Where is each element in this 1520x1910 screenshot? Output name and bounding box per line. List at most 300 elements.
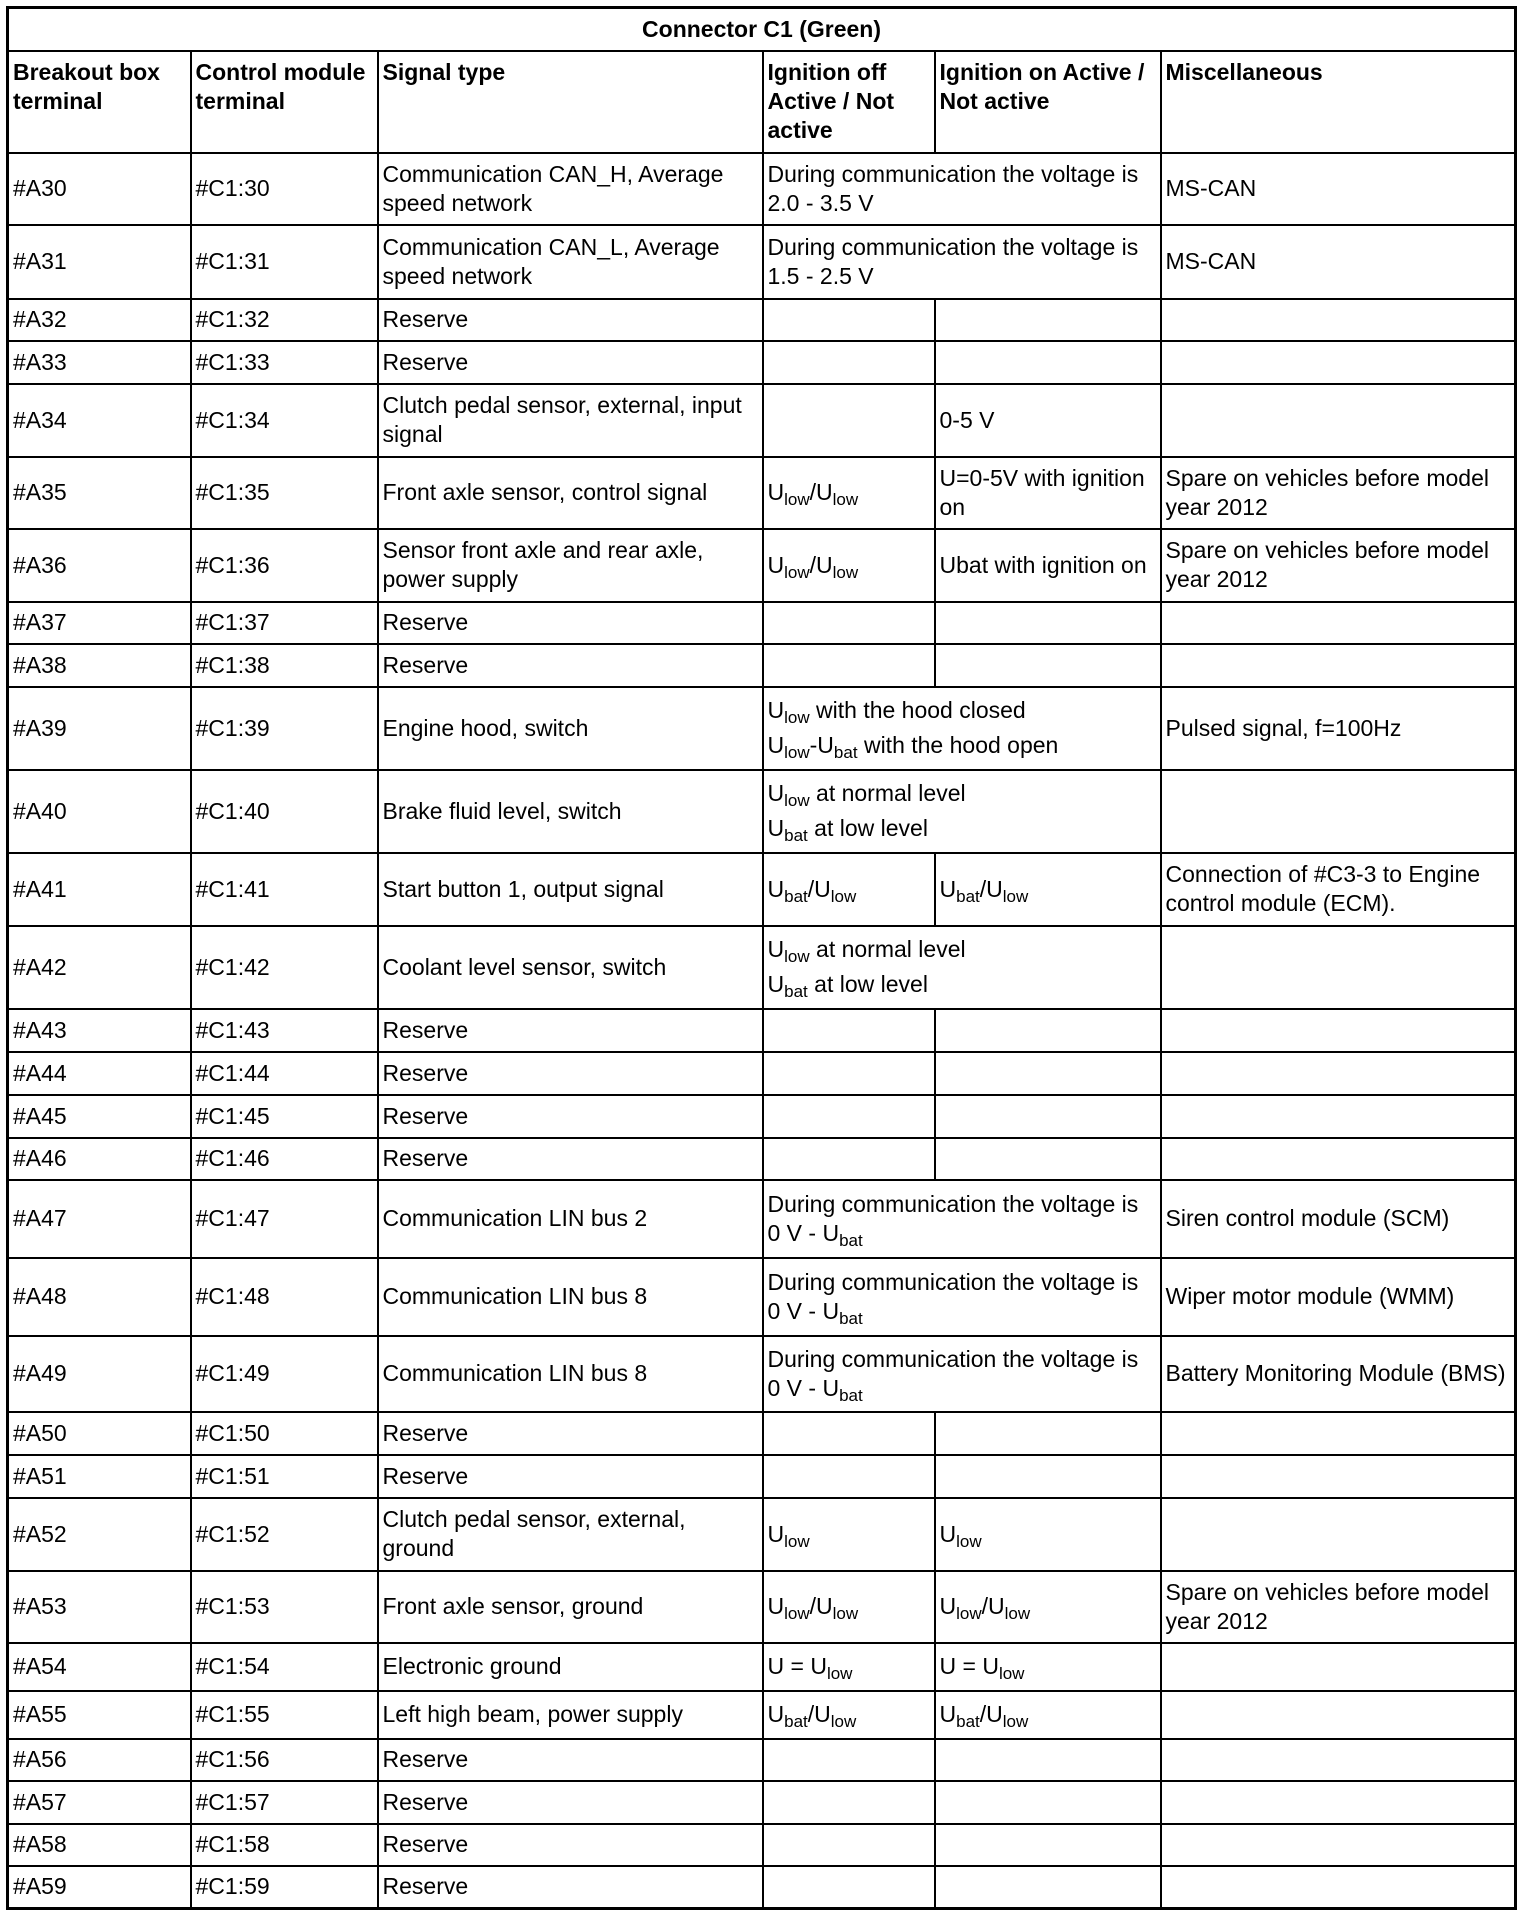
signal-type: Communication LIN bus 2	[378, 1180, 763, 1258]
text-segment: During communication the voltage is 0 V - U	[767, 1345, 1139, 1401]
ignition-off-on-value	[763, 153, 1161, 225]
signal-type: Reserve	[378, 1009, 763, 1052]
header-miscellaneous: Miscellaneous	[1161, 51, 1516, 153]
breakout-box-terminal: #A59	[8, 1866, 191, 1909]
miscellaneous: Spare on vehicles before model year 2012	[1161, 529, 1516, 602]
cell-line	[939, 1593, 1031, 1623]
miscellaneous	[1161, 384, 1516, 457]
breakout-box-terminal: #A37	[8, 602, 191, 644]
text-segment: -U	[809, 732, 834, 758]
table-row	[8, 1691, 1516, 1739]
control-module-terminal: #C1:36	[191, 529, 378, 602]
ignition-off-value	[763, 1866, 935, 1909]
subscript: low	[832, 562, 859, 582]
table-row	[8, 529, 1516, 602]
ignition-off-on-value	[763, 687, 1161, 770]
ignition-off-on-value	[763, 225, 1161, 299]
text-segment: During communication the voltage is 0 V - U	[767, 1190, 1139, 1246]
breakout-box-terminal: #A45	[8, 1095, 191, 1138]
ignition-on-value	[935, 1691, 1161, 1739]
ignition-on-value	[935, 853, 1161, 926]
subscript: low	[784, 947, 810, 966]
subscript: bat	[784, 982, 808, 1001]
text-segment: U = U	[767, 1653, 827, 1679]
cell-line	[767, 1593, 859, 1623]
text-segment: U	[767, 1520, 785, 1547]
breakout-box-terminal: #A42	[8, 926, 191, 1009]
control-module-terminal: #C1:59	[191, 1866, 378, 1909]
text-segment: U	[767, 815, 785, 841]
table-title: Connector C1 (Green)	[8, 8, 1516, 51]
cell-line	[768, 728, 1156, 763]
control-module-terminal: #C1:32	[191, 299, 378, 341]
control-module-terminal: #C1:39	[191, 687, 378, 770]
breakout-box-terminal: #A56	[8, 1739, 191, 1781]
cell-line	[768, 932, 1156, 967]
ignition-on-value	[935, 1643, 1161, 1691]
signal-type: Reserve	[378, 1455, 763, 1498]
signal-type: Communication CAN_L, Average speed network	[378, 225, 763, 299]
ignition-on-value	[935, 1498, 1161, 1571]
ignition-off-value	[763, 1571, 935, 1643]
table-body	[8, 153, 1516, 1909]
signal-type: Reserve	[378, 341, 763, 384]
control-module-terminal: #C1:49	[191, 1336, 378, 1412]
ignition-on-value	[935, 1009, 1161, 1052]
text-segment: at normal level	[809, 780, 966, 806]
subscript: low	[784, 791, 810, 810]
table-row	[8, 1052, 1516, 1095]
cell-line	[767, 875, 857, 906]
text-segment: /U	[809, 551, 833, 578]
ignition-on-value	[935, 602, 1161, 644]
signal-type: Reserve	[378, 299, 763, 341]
subscript: low	[784, 562, 810, 582]
signal-type: Brake fluid level, switch	[378, 770, 763, 853]
control-module-terminal: #C1:47	[191, 1180, 378, 1258]
miscellaneous: Spare on vehicles before model year 2012	[1161, 1571, 1516, 1643]
subscript: low	[1002, 886, 1029, 906]
miscellaneous	[1161, 926, 1516, 1009]
miscellaneous: Spare on vehicles before model year 2012	[1161, 457, 1516, 529]
signal-type: Reserve	[378, 1739, 763, 1781]
breakout-box-terminal: #A34	[8, 384, 191, 457]
text-segment: During communication the voltage is 1.5 - 2.5 V	[767, 233, 1139, 289]
control-module-terminal: #C1:50	[191, 1412, 378, 1455]
control-module-terminal: #C1:45	[191, 1095, 378, 1138]
subscript: bat	[784, 826, 808, 845]
text-segment: U = U	[939, 1653, 999, 1679]
text-segment: U	[767, 780, 785, 806]
subscript: low	[830, 886, 857, 906]
signal-type: Front axle sensor, control signal	[378, 457, 763, 529]
breakout-box-terminal: #A32	[8, 299, 191, 341]
subscript: low	[1002, 1712, 1029, 1731]
header-ignition-on: Ignition on Active / Not active	[935, 51, 1161, 153]
ignition-off-value	[763, 853, 935, 926]
miscellaneous	[1161, 1138, 1516, 1180]
table-row	[8, 1095, 1516, 1138]
ignition-on-value	[935, 1866, 1161, 1909]
cell-line	[768, 811, 1156, 846]
signal-type: Reserve	[378, 1866, 763, 1909]
text-segment: U	[939, 1701, 957, 1727]
control-module-terminal: #C1:31	[191, 225, 378, 299]
signal-type: Sensor front axle and rear axle, power supply	[378, 529, 763, 602]
subscript: bat	[839, 1308, 863, 1328]
table-row	[8, 770, 1516, 853]
signal-type: Reserve	[378, 1824, 763, 1866]
control-module-terminal: #C1:46	[191, 1138, 378, 1180]
control-module-terminal: #C1:44	[191, 1052, 378, 1095]
subscript: low	[784, 743, 810, 762]
text-segment: /U	[807, 875, 831, 902]
subscript: bat	[839, 1230, 863, 1250]
breakout-box-terminal: #A47	[8, 1180, 191, 1258]
text-segment: U	[767, 551, 785, 578]
miscellaneous	[1161, 602, 1516, 644]
ignition-on-value	[935, 1095, 1161, 1138]
subscript: bat	[833, 743, 858, 762]
ignition-on-value	[935, 1138, 1161, 1180]
ignition-off-value	[763, 602, 935, 644]
breakout-box-terminal: #A36	[8, 529, 191, 602]
breakout-box-terminal: #A30	[8, 153, 191, 225]
table-row	[8, 644, 1516, 687]
miscellaneous	[1161, 1412, 1516, 1455]
ignition-off-value	[763, 1781, 935, 1824]
ignition-off-value	[763, 457, 935, 529]
miscellaneous: Siren control module (SCM)	[1161, 1180, 1516, 1258]
signal-type: Front axle sensor, ground	[378, 1571, 763, 1643]
header-row	[8, 51, 1516, 153]
ignition-on-value	[935, 1455, 1161, 1498]
text-segment: During communication the voltage is 0 V - U	[767, 1268, 1139, 1324]
control-module-terminal: #C1:52	[191, 1498, 378, 1571]
cell-line	[767, 1190, 1139, 1250]
subscript: low	[784, 1604, 810, 1623]
breakout-box-terminal: #A41	[8, 853, 191, 926]
breakout-box-terminal: #A54	[8, 1643, 191, 1691]
ignition-off-value	[763, 341, 935, 384]
control-module-terminal: #C1:37	[191, 602, 378, 644]
miscellaneous	[1161, 1643, 1516, 1691]
breakout-box-terminal: #A39	[8, 687, 191, 770]
table-row	[8, 1180, 1516, 1258]
miscellaneous	[1161, 1498, 1516, 1571]
signal-type: Reserve	[378, 1781, 763, 1824]
breakout-box-terminal: #A44	[8, 1052, 191, 1095]
breakout-box-terminal: #A49	[8, 1336, 191, 1412]
control-module-terminal: #C1:57	[191, 1781, 378, 1824]
table-row	[8, 1643, 1516, 1691]
text-segment: /U	[809, 1593, 833, 1619]
table-row	[8, 225, 1516, 299]
table-row	[8, 341, 1516, 384]
control-module-terminal: #C1:51	[191, 1455, 378, 1498]
miscellaneous	[1161, 1009, 1516, 1052]
cell-line	[767, 551, 859, 582]
signal-type: Coolant level sensor, switch	[378, 926, 763, 1009]
miscellaneous: Connection of #C3-3 to Engine control module (ECM).	[1161, 853, 1516, 926]
subscript: bat	[956, 886, 980, 906]
control-module-terminal: #C1:40	[191, 770, 378, 853]
cell-line	[939, 1701, 1029, 1731]
ignition-off-value	[763, 1739, 935, 1781]
subscript: low	[998, 1664, 1025, 1683]
text-segment: with the hood closed	[809, 697, 1026, 723]
text-segment: U	[767, 479, 785, 505]
subscript: bat	[956, 1712, 980, 1731]
ignition-on-value	[935, 299, 1161, 341]
subscript: low	[784, 490, 810, 509]
control-module-terminal: #C1:38	[191, 644, 378, 687]
breakout-box-terminal: #A51	[8, 1455, 191, 1498]
table-row	[8, 1498, 1516, 1571]
breakout-box-terminal: #A40	[8, 770, 191, 853]
ignition-off-value	[763, 1455, 935, 1498]
table-row	[8, 1571, 1516, 1643]
table-row	[8, 926, 1516, 1009]
ignition-off-value	[763, 1412, 935, 1455]
miscellaneous	[1161, 644, 1516, 687]
signal-type: Reserve	[378, 1095, 763, 1138]
table-row	[8, 153, 1516, 225]
cell-line	[767, 1653, 853, 1683]
miscellaneous: Battery Monitoring Module (BMS)	[1161, 1336, 1516, 1412]
signal-type: Reserve	[378, 1412, 763, 1455]
cell-line	[768, 161, 1139, 216]
cell-line	[939, 1520, 982, 1551]
text-segment: /U	[979, 1701, 1003, 1727]
table-row	[8, 384, 1516, 457]
miscellaneous	[1161, 1455, 1516, 1498]
signal-type: Engine hood, switch	[378, 687, 763, 770]
text-segment: /U	[979, 875, 1003, 902]
miscellaneous: MS-CAN	[1161, 153, 1516, 225]
ignition-on-value: Ubat with ignition on	[935, 529, 1161, 602]
breakout-box-terminal: #A50	[8, 1412, 191, 1455]
control-module-terminal: #C1:54	[191, 1643, 378, 1691]
cell-line	[767, 1701, 857, 1731]
text-segment: at low level	[807, 815, 928, 841]
cell-line	[767, 1345, 1139, 1405]
miscellaneous	[1161, 299, 1516, 341]
breakout-box-terminal: #A46	[8, 1138, 191, 1180]
subscript: low	[784, 1531, 810, 1551]
table-row	[8, 299, 1516, 341]
table-row	[8, 853, 1516, 926]
ignition-off-value	[763, 529, 935, 602]
ignition-on-value	[935, 1781, 1161, 1824]
control-module-terminal: #C1:35	[191, 457, 378, 529]
table-row	[8, 1258, 1516, 1336]
signal-type: Start button 1, output signal	[378, 853, 763, 926]
table-row	[8, 1412, 1516, 1455]
signal-type: Electronic ground	[378, 1643, 763, 1691]
control-module-terminal: #C1:30	[191, 153, 378, 225]
text-segment: U	[767, 875, 785, 902]
ignition-on-value	[935, 1739, 1161, 1781]
control-module-terminal: #C1:43	[191, 1009, 378, 1052]
signal-type: Reserve	[378, 602, 763, 644]
control-module-terminal: #C1:42	[191, 926, 378, 1009]
miscellaneous	[1161, 341, 1516, 384]
cell-line	[768, 234, 1139, 289]
control-module-terminal: #C1:55	[191, 1691, 378, 1739]
subscript: low	[832, 490, 859, 509]
subscript: low	[832, 1604, 859, 1623]
breakout-box-terminal: #A43	[8, 1009, 191, 1052]
miscellaneous: Pulsed signal, f=100Hz	[1161, 687, 1516, 770]
breakout-box-terminal: #A55	[8, 1691, 191, 1739]
table-row	[8, 1336, 1516, 1412]
ignition-on-value	[935, 1571, 1161, 1643]
ignition-off-value	[763, 1095, 935, 1138]
text-segment: U	[767, 971, 785, 997]
cell-line	[767, 1520, 810, 1551]
text-segment: at normal level	[809, 936, 966, 962]
signal-type: Reserve	[378, 1138, 763, 1180]
cell-line	[768, 967, 1156, 1002]
connector-c1-table	[6, 6, 1517, 1910]
ignition-off-on-value	[763, 770, 1161, 853]
breakout-box-terminal: #A33	[8, 341, 191, 384]
cell-line	[939, 875, 1029, 906]
subscript: low	[784, 708, 810, 727]
miscellaneous	[1161, 770, 1516, 853]
ignition-on-value	[935, 644, 1161, 687]
text-segment: During communication the voltage is 2.0 - 3.5 V	[767, 160, 1139, 216]
subscript: low	[956, 1604, 982, 1623]
cell-line	[767, 479, 859, 509]
signal-type: Communication LIN bus 8	[378, 1336, 763, 1412]
subscript: bat	[839, 1385, 863, 1405]
ignition-on-value	[935, 1052, 1161, 1095]
ignition-off-on-value	[763, 1180, 1161, 1258]
control-module-terminal: #C1:58	[191, 1824, 378, 1866]
header-breakout-box-terminal: Breakout box terminal	[8, 51, 191, 153]
ignition-off-value	[763, 1138, 935, 1180]
table-row	[8, 1781, 1516, 1824]
ignition-off-value	[763, 644, 935, 687]
ignition-off-value	[763, 299, 935, 341]
table-row	[8, 1009, 1516, 1052]
text-segment: /U	[809, 479, 833, 505]
control-module-terminal: #C1:34	[191, 384, 378, 457]
miscellaneous: MS-CAN	[1161, 225, 1516, 299]
breakout-box-terminal: #A31	[8, 225, 191, 299]
text-segment: at low level	[807, 971, 928, 997]
subscript: low	[830, 1712, 857, 1731]
subscript: low	[956, 1531, 982, 1551]
signal-type: Communication LIN bus 8	[378, 1258, 763, 1336]
table-row	[8, 1866, 1516, 1909]
ignition-off-on-value	[763, 1336, 1161, 1412]
subscript: bat	[784, 1712, 808, 1731]
header-control-module-terminal: Control module terminal	[191, 51, 378, 153]
ignition-on-value	[935, 1824, 1161, 1866]
ignition-off-on-value	[763, 926, 1161, 1009]
miscellaneous	[1161, 1824, 1516, 1866]
text-segment: /U	[981, 1593, 1005, 1619]
breakout-box-terminal: #A38	[8, 644, 191, 687]
subscript: low	[1004, 1604, 1031, 1623]
miscellaneous	[1161, 1691, 1516, 1739]
text-segment: U	[939, 1593, 957, 1619]
ignition-off-on-value	[763, 1258, 1161, 1336]
control-module-terminal: #C1:56	[191, 1739, 378, 1781]
table-row	[8, 1824, 1516, 1866]
text-segment: /U	[807, 1701, 831, 1727]
miscellaneous	[1161, 1739, 1516, 1781]
miscellaneous: Wiper motor module (WMM)	[1161, 1258, 1516, 1336]
text-segment: U	[767, 697, 785, 723]
table-row	[8, 687, 1516, 770]
ignition-on-value	[935, 1412, 1161, 1455]
miscellaneous	[1161, 1781, 1516, 1824]
table-row	[8, 457, 1516, 529]
control-module-terminal: #C1:53	[191, 1571, 378, 1643]
cell-line	[767, 1268, 1139, 1328]
ignition-off-value	[763, 1691, 935, 1739]
control-module-terminal: #C1:41	[191, 853, 378, 926]
breakout-box-terminal: #A57	[8, 1781, 191, 1824]
subscript: bat	[784, 886, 808, 906]
text-segment: U	[767, 936, 785, 962]
breakout-box-terminal: #A53	[8, 1571, 191, 1643]
control-module-terminal: #C1:48	[191, 1258, 378, 1336]
miscellaneous	[1161, 1052, 1516, 1095]
signal-type: Clutch pedal sensor, external, ground	[378, 1498, 763, 1571]
breakout-box-terminal: #A52	[8, 1498, 191, 1571]
text-segment: U	[939, 875, 957, 902]
cell-line	[939, 1653, 1025, 1683]
text-segment: U	[767, 732, 785, 758]
ignition-on-value: 0-5 V	[935, 384, 1161, 457]
table-row	[8, 602, 1516, 644]
header-signal-type: Signal type	[378, 51, 763, 153]
ignition-off-value	[763, 1824, 935, 1866]
table-row	[8, 1455, 1516, 1498]
signal-type: Communication CAN_H, Average speed network	[378, 153, 763, 225]
signal-type: Reserve	[378, 644, 763, 687]
ignition-off-value	[763, 1052, 935, 1095]
ignition-off-value	[763, 1498, 935, 1571]
text-segment: U	[939, 1520, 957, 1547]
text-segment: U	[767, 1701, 785, 1727]
title-row	[8, 8, 1516, 51]
ignition-off-value	[763, 1643, 935, 1691]
table-row	[8, 1138, 1516, 1180]
signal-type: Clutch pedal sensor, external, input signal	[378, 384, 763, 457]
subscript: low	[826, 1664, 853, 1683]
table-row	[8, 1739, 1516, 1781]
control-module-terminal: #C1:33	[191, 341, 378, 384]
miscellaneous	[1161, 1866, 1516, 1909]
cell-line	[768, 693, 1156, 728]
text-segment: U	[767, 1593, 785, 1619]
miscellaneous	[1161, 1095, 1516, 1138]
header-ignition-off: Ignition off Active / Not active	[763, 51, 935, 153]
cell-line	[768, 776, 1156, 811]
signal-type: Reserve	[378, 1052, 763, 1095]
text-segment: with the hood open	[857, 732, 1059, 758]
ignition-on-value: U=0-5V with ignition on	[935, 457, 1161, 529]
ignition-on-value	[935, 341, 1161, 384]
signal-type: Left high beam, power supply	[378, 1691, 763, 1739]
ignition-off-value	[763, 1009, 935, 1052]
